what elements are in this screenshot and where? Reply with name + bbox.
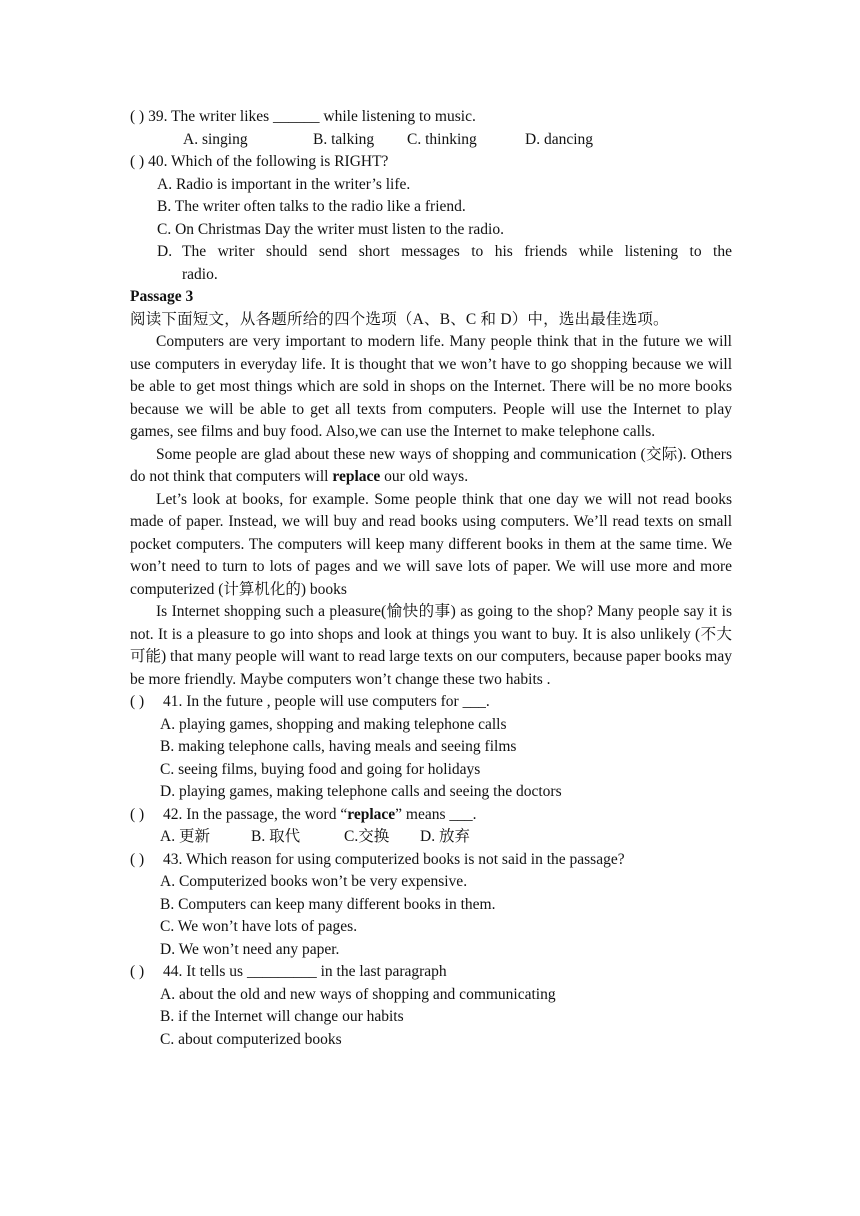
question-40 xyxy=(130,151,732,174)
option-a: A. 更新 xyxy=(160,828,210,845)
option-c: C. seeing films, buying food and going for holidays xyxy=(160,760,481,778)
option-c: C. We won’t have lots of pages. xyxy=(160,918,358,935)
document-page xyxy=(130,106,732,1051)
question-39 xyxy=(130,106,732,129)
option-d xyxy=(130,241,732,264)
paragraph-3: Let’s look at books, for example. Some people think that one day we will not read books made of paper. Instead, we will buy and read books using computers. We’ll read texts on small pocket computers. The computers will keep many different books in them at the same time. We won’t need to turn to lots of pages and we will save lots of paper. We will use more and more computerized (计算机化的) books xyxy=(130,490,732,598)
paragraph-2-text: Some people are glad about these new ways of shopping and communication (交际). Others do not think that computers will xyxy=(130,445,732,485)
option-b: B. The writer often talks to the radio like a friend. xyxy=(157,198,466,215)
answer-blank: ( ) xyxy=(130,805,145,823)
option-a: A. playing games, shopping and making telephone calls xyxy=(160,715,507,733)
question-text: 41. In the future , people will use computers for ___. xyxy=(163,693,490,710)
question-text: 40. Which of the following is RIGHT? xyxy=(144,153,389,170)
question-44 xyxy=(130,961,732,984)
option-c: C.交换 xyxy=(344,828,390,845)
option-a: A. Radio is important in the writer’s life. xyxy=(157,175,411,193)
question-39-options xyxy=(130,129,732,152)
paragraph-2-end: our old ways. xyxy=(380,468,469,485)
question-text: 43. Which reason for using computerized books is not said in the passage? xyxy=(163,850,625,868)
question-text-start: 42. In the passage, the word “ xyxy=(163,805,348,823)
option-c: C. On Christmas Day the writer must listen to the radio. xyxy=(157,220,504,238)
answer-blank: ( ) xyxy=(130,108,145,125)
instruction: 阅读下面短文，从各题所给的四个选项（A、B、C 和 D）中，选出最佳选项。 xyxy=(130,310,669,328)
question-41 xyxy=(130,691,732,714)
answer-blank: ( ) xyxy=(130,963,145,980)
section-title: Passage 3 xyxy=(130,288,194,305)
question-text xyxy=(156,806,477,823)
option-a: A. about the old and new ways of shopping and communicating xyxy=(160,985,556,1003)
question-43 xyxy=(130,849,732,872)
option-d: D. We won’t need any paper. xyxy=(160,940,340,958)
bold-word: replace xyxy=(332,468,381,485)
paragraph-1: Computers are very important to modern life. Many people think that in the future we will use computers in everyday life. It is thought that we won’t have to go shopping because we will be able to get most things which are sold in shops on the Internet. There will be no more books because we will be able to get all texts from computers. People will use the Internet to play games, see films and buy food. Also,we can use the Internet to make telephone calls. xyxy=(130,333,732,440)
question-text: 44. It tells us _________ in the last paragraph xyxy=(163,963,447,980)
bold-word: replace xyxy=(347,805,396,823)
option-b: B. talking xyxy=(313,130,375,148)
option-c: C. thinking xyxy=(407,130,477,148)
option-b: B. if the Internet will change our habits xyxy=(160,1008,404,1025)
option-c: C. about computerized books xyxy=(160,1030,342,1048)
option-d-text: The writer should send short messages to his friends while listening to the xyxy=(182,243,732,260)
option-d-label: D. xyxy=(157,243,173,260)
question-42-options xyxy=(130,826,732,849)
option-d: D. dancing xyxy=(525,130,594,148)
option-a: A. singing xyxy=(183,130,248,148)
option-d-continuation: radio. xyxy=(182,265,218,283)
question-text-end: ” means ___. xyxy=(395,805,477,823)
option-a: A. Computerized books won’t be very expensive. xyxy=(160,873,468,890)
answer-blank: ( ) xyxy=(130,693,145,710)
option-b: B. making telephone calls, having meals and seeing films xyxy=(160,738,517,755)
paragraph-2 xyxy=(130,444,732,489)
option-b: B. Computers can keep many different books in them. xyxy=(160,895,496,913)
question-text: 39. The writer likes ______ while listening to music. xyxy=(144,108,476,125)
answer-blank: ( ) xyxy=(130,153,145,170)
option-b: B. 取代 xyxy=(251,828,301,845)
option-d: D. playing games, making telephone calls and seeing the doctors xyxy=(160,783,562,800)
question-42 xyxy=(130,804,732,827)
answer-blank: ( ) xyxy=(130,850,145,868)
option-d: D. 放弃 xyxy=(420,828,470,845)
paragraph-4: Is Internet shopping such a pleasure(愉快的事) as going to the shop? Many people say it is not. It is a pleasure to go into shops and look at things you want to buy. It is also unlikely (不大可能) that many people will want to read large texts on our computers, because paper books may be more friendly. Maybe computers won’t change these two habits . xyxy=(130,603,732,688)
